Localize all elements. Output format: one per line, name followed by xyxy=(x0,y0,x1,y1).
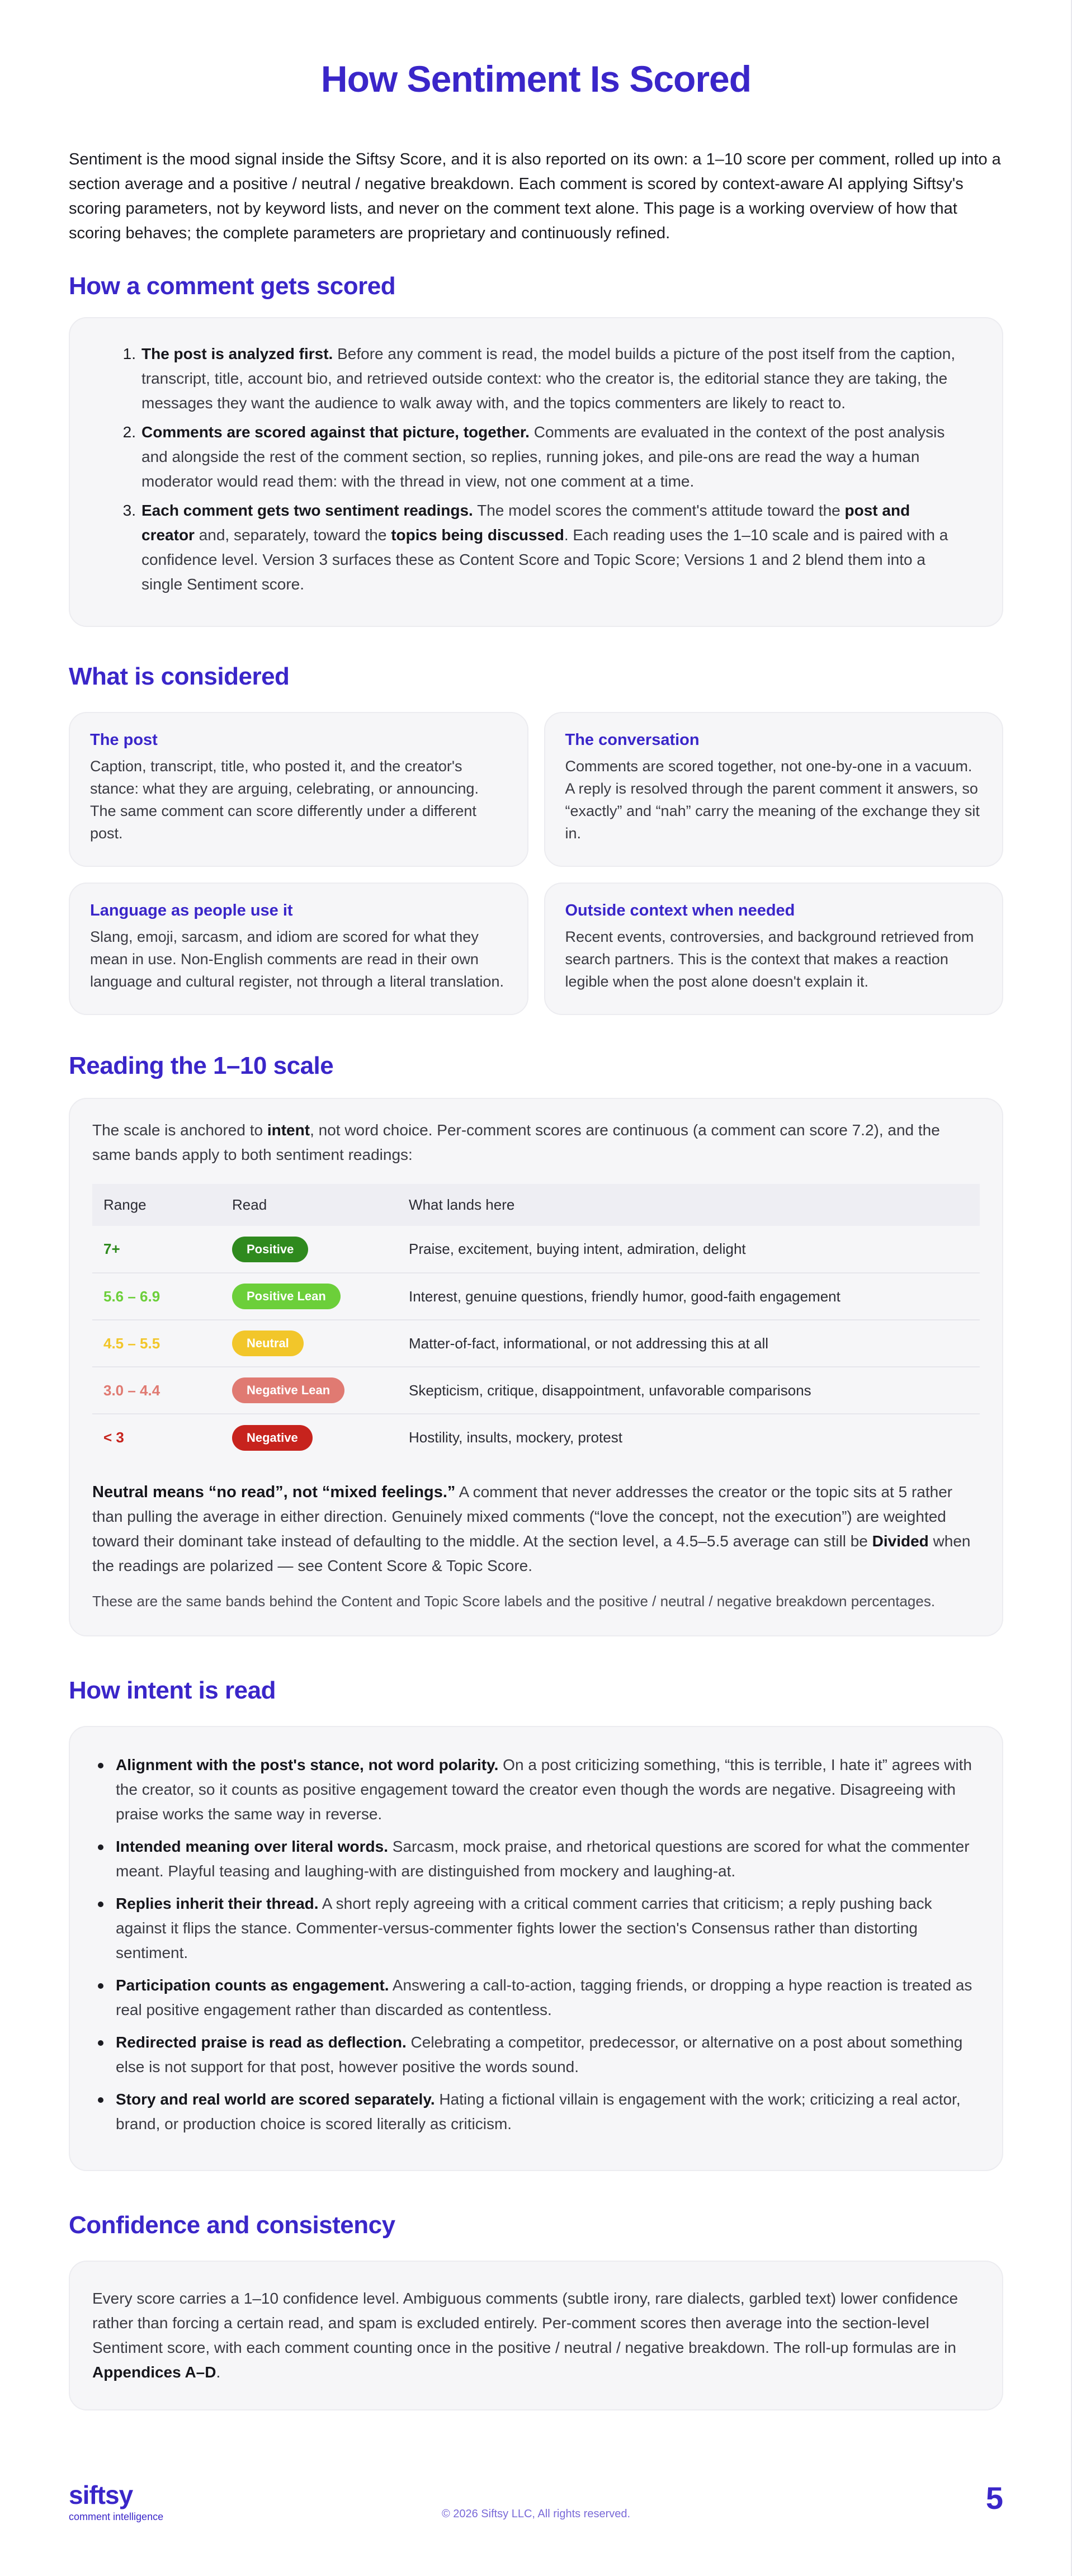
table-body xyxy=(92,1226,980,1461)
sentiment-badge: Negative xyxy=(232,1425,313,1451)
read-cell xyxy=(221,1367,398,1414)
text-span: A comment that never addresses the creator or the topic sits at 5 rather than pulling the average in either direction. Genuinely mixed comments (“love the concept, not the execution”) are weighted toward their dominant take instead of defaulting to the middle. At the section level, a 4.5–5.5 average can still be xyxy=(92,1483,953,1550)
read-cell xyxy=(221,1273,398,1320)
considered-grid xyxy=(69,712,1003,1015)
list-item xyxy=(98,2087,974,2136)
steps-card xyxy=(69,317,1003,627)
list-item xyxy=(98,1753,974,1827)
lands-cell: Hostility, insults, mockery, protest xyxy=(409,1429,622,1446)
range-cell: 7+ xyxy=(92,1226,221,1273)
item-lead: Intended meaning over literal words. xyxy=(116,1838,388,1855)
copyright: © 2026 Siftsy LLC, All rights reserved. xyxy=(441,2508,631,2520)
text-span: when the readings are polarized — see Content Score & Topic Score. xyxy=(92,1532,971,1574)
sentiment-badge: Neutral xyxy=(232,1331,304,1356)
step-lead: Each comment gets two sentiment readings. xyxy=(141,502,473,519)
text-span: , not word choice. Per-comment scores are continuous (a comment can score 7.2), and the same bands apply to both sentiment readings: xyxy=(92,1121,940,1163)
section-intent xyxy=(69,1677,1003,2171)
card-text: Caption, transcript, title, who posted it, and the creator's stance: what they are arguing, celebrating, or announcing. The same comment can score differently under a different post. xyxy=(90,758,479,842)
range-cell: 3.0 – 4.4 xyxy=(92,1367,221,1414)
sentiment-badge: Positive Lean xyxy=(232,1284,341,1309)
considered-card-outside-context xyxy=(544,883,1004,1015)
section-heading: How intent is read xyxy=(69,1677,276,1704)
card-text: Comments are scored together, not one-by-one in a vacuum. A reply is resolved through the parent comment it answers, so “exactly” and “nah” carry the meaning of the exchange they sit in. xyxy=(565,758,980,842)
card-text: Recent events, controversies, and background retrieved from search partners. This is the context that makes a reaction legible when the post alone doesn't explain it. xyxy=(565,928,974,990)
list-item xyxy=(98,2030,974,2079)
step-number: 2. xyxy=(122,423,136,441)
column-header: What lands here xyxy=(398,1184,980,1226)
read-cell xyxy=(221,1414,398,1461)
item-text: A short reply agreeing with a critical comment carries that criticism; a reply pushing back against it flips the stance. Commenter-versus-commenter fights lower the section's Consensus rather than distorting sentiment. xyxy=(116,1895,932,1961)
section-considered xyxy=(69,663,1003,1015)
step-item xyxy=(109,498,963,597)
card-title: The conversation xyxy=(565,731,700,749)
emphasis: Divided xyxy=(872,1532,929,1550)
item-lead: Replies inherit their thread. xyxy=(116,1895,319,1912)
intro-paragraph: Sentiment is the mood signal inside the Siftsy Score, and it is also reported on its own: a 1–10 score per comment, rolled up into a section average and a positive / neutral / negative breakdown. Each comment is scored by context-aware AI applying Siftsy's scoring parameters, not by keyword lists, and never on the comment text alone. This page is a working overview of how that scoring behaves; the complete parameters are proprietary and continuously refined. xyxy=(69,150,1001,242)
siftsy-logo: siftsy xyxy=(69,2480,133,2509)
emphasis: Neutral means “no read”, not “mixed feelings.” xyxy=(92,1483,456,1501)
sentiment-badge: Negative Lean xyxy=(232,1377,344,1403)
table-row xyxy=(92,1414,980,1461)
step-lead: The post is analyzed first. xyxy=(141,345,333,362)
section-scale xyxy=(69,1052,1003,1636)
lands-cell: Interest, genuine questions, friendly humor, good-faith engagement xyxy=(398,1273,980,1320)
table-row xyxy=(92,1320,980,1367)
item-lead: Participation counts as engagement. xyxy=(116,1976,389,1994)
card-text: Slang, emoji, sarcasm, and idiom are scored for what they mean in use. Non-English comments are read in their own language and cultural register, not through a literal translation. xyxy=(90,928,504,990)
scale-card xyxy=(69,1098,1003,1636)
considered-card-post xyxy=(69,712,528,867)
column-header: Read xyxy=(221,1184,398,1226)
table-header-row xyxy=(92,1184,980,1226)
scale-table xyxy=(92,1184,980,1461)
card-title: Outside context when needed xyxy=(565,902,795,919)
step-item xyxy=(109,420,963,494)
confidence-text xyxy=(92,2286,980,2385)
table-row xyxy=(92,1226,980,1273)
item-text: Sarcasm, mock praise, and rhetorical questions are scored for what the commenter meant. Playful teasing and laughing-with are distinguished from mockery and laughing-at. xyxy=(116,1838,970,1880)
section-heading: What is considered xyxy=(69,663,290,690)
page-number: 5 xyxy=(985,2480,1003,2516)
lands-cell: Matter-of-fact, informational, or not addressing this at all xyxy=(398,1320,980,1367)
step-emphasis: topics being discussed xyxy=(391,526,564,544)
emphasis: intent xyxy=(267,1121,310,1139)
list-item xyxy=(98,1834,974,1884)
steps-list xyxy=(109,342,963,597)
step-emphasis: post and creator xyxy=(141,502,910,544)
item-lead: Redirected praise is read as deflection. xyxy=(116,2034,407,2051)
table-row xyxy=(92,1367,980,1414)
step-text: and, separately, toward the xyxy=(194,526,391,544)
page-title: How Sentiment Is Scored xyxy=(320,58,752,100)
item-lead: Alignment with the post's stance, not word polarity. xyxy=(116,1756,499,1773)
lands-cell: Skepticism, critique, disappointment, unfavorable comparisons xyxy=(398,1367,980,1414)
scale-note: These are the same bands behind the Content and Topic Score labels and the positive / neutral / negative breakdown percentages. xyxy=(92,1593,936,1610)
card-title: Language as people use it xyxy=(90,902,293,919)
scale-intro xyxy=(92,1118,980,1167)
list-item xyxy=(98,1973,974,2022)
range-cell: 5.6 – 6.9 xyxy=(92,1273,221,1320)
range-cell: 4.5 – 5.5 xyxy=(92,1320,221,1367)
page-footer xyxy=(69,2480,1003,2530)
item-text: Celebrating a competitor, predecessor, or alternative on a post about something else is not support for that post, however positive the words sound. xyxy=(116,2034,963,2075)
step-text: Comments are evaluated in the context of the post analysis and alongside the rest of the comment section, so replies, running jokes, and pile-ons are read the way a human moderator would read them: with the thread in view, not one comment at a time. xyxy=(141,423,945,490)
step-text: The model scores the comment's attitude toward the xyxy=(473,502,845,519)
card-title: The post xyxy=(90,731,158,749)
column-header: Range xyxy=(92,1184,221,1226)
section-how-scored xyxy=(69,272,1003,627)
section-heading: Confidence and consistency xyxy=(69,2211,395,2239)
emphasis: Appendices A–D xyxy=(92,2363,216,2381)
section-heading: How a comment gets scored xyxy=(69,272,396,300)
step-text: Before any comment is read, the model builds a picture of the post itself from the caption, transcript, title, account bio, and retrieved outside context: who the creator is, the editorial stance they are taking, the messages they want the audience to walk away with, and the topics commenters are likely to react to. xyxy=(141,345,956,412)
table-row xyxy=(92,1273,980,1320)
section-confidence xyxy=(69,2211,1003,2410)
text-span: Every score carries a 1–10 confidence level. Ambiguous comments (subtle irony, rare dialects, garbled text) lower confidence rather than forcing a certain read, and spam is excluded entirely. Per-comment scores then average into the section-level Sentiment score, with each comment counting once in the positive / neutral / negative breakdown. The roll-up formulas are in xyxy=(92,2290,958,2356)
brand-tagline: comment intelligence xyxy=(69,2511,164,2522)
item-text: On a post criticizing something, “this is terrible, I hate it” agrees with the creator, so it counts as positive engagement toward the creator even though the words are negative. Disagreeing with praise works the same way in reverse. xyxy=(116,1756,972,1823)
text-span: . xyxy=(216,2363,221,2381)
step-item xyxy=(109,342,963,416)
range-cell: < 3 xyxy=(103,1429,124,1446)
list-item xyxy=(98,1891,974,1965)
read-cell xyxy=(221,1226,398,1273)
read-cell xyxy=(221,1320,398,1367)
step-text: . Each reading uses the 1–10 scale and is paired with a confidence level. Version 3 surfaces these as Content Score and Topic Score; Versions 1 and 2 blend them into a single Sentiment score. xyxy=(141,526,948,593)
item-text: Hating a fictional villain is engagement with the work; criticizing a real actor, brand, or production choice is scored literally as criticism. xyxy=(116,2091,961,2132)
text-span: The scale is anchored to xyxy=(92,1121,267,1139)
considered-card-language xyxy=(69,883,528,1015)
confidence-card xyxy=(69,2261,1003,2410)
neutral-explainer xyxy=(92,1480,980,1578)
section-heading: Reading the 1–10 scale xyxy=(69,1052,334,1079)
considered-card-conversation xyxy=(544,712,1004,867)
step-number: 1. xyxy=(122,345,136,362)
item-lead: Story and real world are scored separately. xyxy=(116,2091,435,2108)
intent-card xyxy=(69,1726,1003,2171)
step-lead: Comments are scored against that picture, together. xyxy=(141,423,530,441)
item-text: Answering a call-to-action, tagging friends, or dropping a hype reaction is treated as real positive engagement rather than discarded as contentless. xyxy=(116,1976,972,2018)
intent-list xyxy=(98,1753,974,2136)
step-number: 3. xyxy=(122,502,136,519)
lands-cell: Praise, excitement, buying intent, admiration, delight xyxy=(398,1226,980,1273)
sentiment-badge: Positive xyxy=(232,1237,308,1262)
